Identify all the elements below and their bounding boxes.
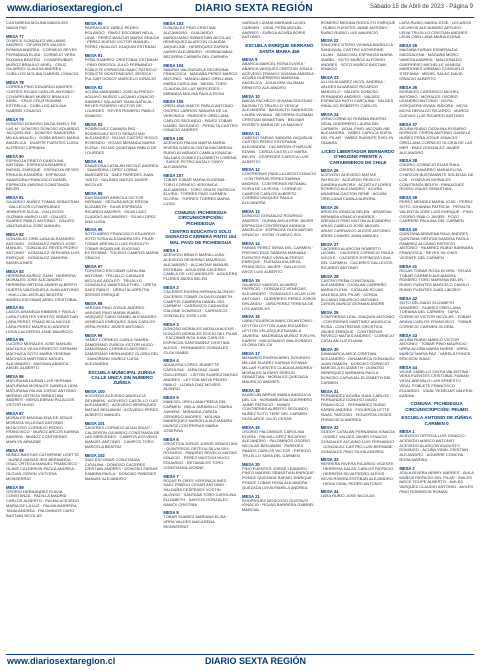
- mesa-block: [6, 21, 81, 31]
- mesa-number: MESA 33: [320, 457, 339, 463]
- voter-names: YAÑEZ CORNEJO CARLA YANIRA · ZAMORANO ZUÑIGA VICTOR HUGO · ZAMORANO CORNEJO ANTONIO · ZAMORANO HERNANDEZ GLORIA DEL · ZAMORANO MUÑOZ LUISA ALEJANDRA: [84, 336, 159, 366]
- mesa-block: [163, 322, 238, 356]
- voter-names: ESPINOZA PRIETO CAROLINA ANTONIA · ESPINOZA RAMIREZ RAFAEL ENRIQUE · ESPINOZA REYES ERIKA ALEJANDRA · ESPINOZA SAAVEDRA FRANCISCO DANIEL · ESPINOZA VARGAS CONSTANZA BELEN: [6, 157, 79, 192]
- voter-names: OSORIO CORNEJO ELIAS RAUL · OSORIO NAVARRO MARIA ELISA · CYARZUN BUSTAMANTE SOLEDAD DE LOS · OYARZUN MORALES CONSTANZA BELEN · PANIAGUEZ ROSSO ISAIAS SEBASTIAN: [399, 162, 474, 192]
- mesa-number: MESA 17: [241, 351, 260, 357]
- voter-names: ACUÑA RUBIO MARCO VICTOR ANTONIO · TOBAR PINO MAURICIO · URRA ACUÑA MARIA NOEMI · URRA MUÑOZ MARIA PAZ · VARELA PONCE ERICSON ISAAC: [399, 336, 471, 361]
- mesa-number: MESA 94: [84, 158, 103, 164]
- mesa-number: MESA 29: [320, 310, 339, 316]
- mesa-number: MESA 88: [6, 447, 24, 453]
- mesa-block: [399, 264, 474, 293]
- voter-names: OSORIO HERNANDEZ FLAVIA CONSTANZA · PADILLA MADRID CARLOS ALBERTO · PALMA ACEVEDO MARIA DE LA LUZ · PALMA BARRERA TANIA ANDREA · PALOMINOS CARO BASTIAN NICOLAS: [6, 488, 79, 518]
- mesa-block: [242, 131, 317, 165]
- mesa-number: MESA 107: [163, 172, 184, 178]
- mesa-block: [85, 389, 160, 418]
- mesa-number: MESA 32: [320, 425, 339, 431]
- voter-names: NUÑEZ BASTIAS CATHERINE LISETTE · NUÑEZ MASIAS IRIS BERNARDA · OSAC ORTEGA MANUEL FRANCISCO · OLAVE CALDERON PAOLA ANDREA · OLGUIN CERON VICTORIA MONSERRAT: [6, 451, 80, 481]
- voter-names: ULLOA ALVAREZ NICOL ANDREA · VALDES ALVARADO RICARDO MARCELO · VALDES DONOSO FERNANDO ANDRES · VALDES ESPINOZA RUTH CAROLINA · VALDES HIDALGO ROBERTO CARLOS: [320, 79, 394, 109]
- newspaper-title: DIARIO SEXTA REGIÓN: [195, 3, 313, 14]
- mesa-number: MESA 85: [6, 337, 24, 343]
- mesa-block: [399, 122, 474, 156]
- voter-names: ROMERO MEDINA RODOLFO ENRIQUE · RUBIO FUENTES JAIME ANTONIO · RUBIO RUBIO LUIS MAURICIO: [320, 21, 396, 35]
- voter-names: ACEVEDO ACEVEDO ANGELICA DEYANIRA · ACEVEDO CASTILLO LUIS ALEJANDRO · ACEVEDO HENRIQUEZ MATIAS BENJAMIN · ACEVEDO PEREZ ALBERTO MANUEL: [84, 392, 158, 418]
- mesa-number: MESA 44: [399, 364, 418, 370]
- mesa-block: [6, 269, 81, 303]
- mesa-block: [6, 485, 81, 519]
- voter-names: MAGAÑA FARIAS ESMERALDA MAGDALENA · MAGAÑA MORO VANESA ANDREA · MALDONADO GUERRERO MICHELLE VANESA · MARDONES URBANO CONSUELO STEFANIA · MEDEL SALAS DAVID IGNACIO ALBERTO: [399, 47, 465, 81]
- mesa-block: [321, 21, 396, 35]
- mesa-number: MESA 82: [6, 231, 24, 237]
- voter-names: TOROSSO ESCOBAR CATALINA ANTONIA · TRUJILLO CANALES NICOLAS ADOLFO · TRUJILLO GONZALEZ VANESSA ETHEL · URETA SAEZ PABLO · URRUTIA URRUTIA SERGIO ENRIQUE: [84, 268, 157, 298]
- mesa-number: MESA 36: [399, 84, 418, 90]
- mesa-block: [321, 274, 396, 308]
- mesa-block: [399, 85, 474, 119]
- mesa-block: [85, 301, 160, 330]
- voter-names: LAGOS ARANEDA KIMBERLY PAOLA · LARA FUENTES VIENTOS SEBASTIAN · LARA PEREZ FRANCISCA NICOLE · LARA PEREZ MAURICIO ANDRES · LEIVA CALDERON JANE MAURICIO: [6, 309, 81, 334]
- mesa-number: MESA 26: [320, 204, 339, 210]
- mesa-number: MESA 13: [241, 208, 260, 214]
- voter-names: RODRIGUEZ MOSCOSO GUSTAVO IGNACIO · ROJAS BARRERA GABRIEL MARCIAL: [241, 497, 315, 513]
- mesa-number: MESA 5: [163, 395, 179, 401]
- mesa-number: MESA 16: [241, 314, 260, 320]
- mesa-number: MESA 21: [241, 493, 260, 499]
- section-heading: COMUNA: PICHIDEGUA CIRCUNSCRIPCIÓN: PEUMO: [405, 401, 469, 412]
- mesa-number: MESA 95: [84, 190, 103, 196]
- mesa-block: [242, 462, 317, 491]
- mesa-number: MESA 86: [6, 374, 24, 380]
- mesa-number: MESA 77: [6, 33, 24, 39]
- mesa-block: [399, 333, 474, 362]
- mesa-block: [321, 205, 396, 239]
- mesa-number: MESA 40: [399, 227, 418, 233]
- voter-names: DONOSO MORALES NATALIA ALEXIS · DONOSO MORALES ROCIO DEL PILAR · ESCOBAR ROA JUAN CARLOS · ESPINOZA SANTIBAÑEZ CRISTIAN ALEXIS · FERNANDEZ GONZALEZ OLGA ISABEL: [163, 325, 238, 355]
- voter-names: LARA RUBIO JOSE NICOLAS: [320, 493, 375, 499]
- mesa-number: MESA 4: [163, 358, 179, 364]
- mesa-number: MESA 15: [241, 277, 260, 283]
- mesa-number: MESA 6: [163, 436, 179, 442]
- mesa-block: [85, 159, 160, 188]
- mesa-block: [6, 117, 81, 151]
- mesa-block: [85, 333, 160, 367]
- mesa-number: MESA 12: [241, 167, 260, 173]
- mesa-number: MESA 101: [84, 420, 105, 426]
- mesa-block: [85, 453, 160, 482]
- voter-names: RODRIGUEZ CAMARA PAZ · RODRIGUEZ SOTO SEBASTIAN ALEJANDRO · ROJAS CASTRO ROCIO ROSENDO · ROJAS MIRANDA MARIA ELENA · ROJAS QUINTANA PABLO DE LOURDES: [84, 125, 158, 155]
- mesa-number: MESA 38: [399, 158, 418, 164]
- mesa-number: MESA 41: [399, 263, 418, 269]
- voter-names: ACUÑA MARAMBIO JOSE ALFREDO · AGUAYO MUÑOZ LUCIANO IGNACIO · RAMIREZ SALAZAR TANIA NATALIA · REYES PIZARRO HECTOR DE LOURDES · REYES ROMERO PABLO IGNACIO: [84, 88, 157, 118]
- voter-names: PEÑA RAMIREZ CRISTOBAL ESTEBAN · PINO ORIOSOL JULIO FERNANDO · POBLETE ESPINOZA ISAAC PATRICIO · POBLETE MONTENEGRO JESSICA · PULGAR GODOY MARCELO IGNACIO: [84, 56, 160, 82]
- section-heading: ESCUELA MUNICIPAL ZUÑIGA CALLE UNICA SIN NUMERO ZUÑIGA: [88, 369, 156, 386]
- mesa-number: MESA 9: [241, 57, 258, 62]
- mesa-block: [242, 425, 317, 459]
- mesa-block: [6, 411, 81, 445]
- mesa-number: MESA 25: [320, 167, 339, 173]
- mesa-block: [399, 466, 474, 495]
- mesa-block: [321, 389, 396, 423]
- mesa-number: MESA 84: [6, 305, 24, 311]
- mesa-number: MESA 37: [399, 121, 418, 127]
- mesa-number: MESA 31: [320, 388, 339, 394]
- voter-names: MORALES MAGDALENA DE JESUS · MORAGA VILLEGAS ANTONIO · MOSCOSO CORNEJO PEDRO FRANCISCO · MUÑOZ ARCOS KARINA ANDREA · MUÑOZ CONTRERAS MARLYN ARIADNE: [6, 415, 79, 444]
- mesa-block: [6, 232, 81, 266]
- mesa-number: MESA 19: [241, 424, 260, 430]
- mesa-number: MESA 105: [163, 99, 184, 105]
- voter-names: ROJAS FLORES VERONICA INES · SAEZ PINEDO CESAR ANTONIO · SALDAÑA CESPEDES YOSTIN ALONSO · SANTANA TORO CAROLINA ELIZABETH · SANTOS GONZALEZ NANCY CRISTINA: [163, 477, 236, 507]
- voter-names: VERA CORNEJO ROMINA BEATRIZ · VIDAL GUERRERO LAURA DEL CARMEN · VIDAL PINO JACQUELINE ALEJANDRA · YAÑEZ CAROCA SOFIA DEL PILAR · YAÑEZ RUMINTE EVELYN TAMARA: [320, 115, 394, 145]
- mesa-number: MESA 96: [84, 227, 103, 233]
- voter-names: HERRERA MUÑOZ JUAN · HERRERA MORALES JOSE ALEJANDRO · HERRERA ORTEGA JAVIER ALBERTO · HUERTA VALENZUELA JUAN ANTONIO · HUILLCAL ANTILAO BEATRIZ · IBARRA ESCOBAR ARIEL CRISTOBAL: [6, 272, 80, 302]
- mesa-block: [242, 94, 317, 128]
- mesa-number: MESA 42: [399, 295, 418, 301]
- voter-names: VARGAS PINO JOSUE ANDRES · VARGAS PINO MARIA ISABEL · VASQUEZ CARO DANIEL ALEJANDRO · VENEGAS ENRIQUEZ JUAN CARLOS · VERA PEREZ JAVIER ANTONIO: [84, 304, 159, 330]
- mesa-number: MESA 79: [6, 116, 24, 122]
- voter-names: FARIAS PEREZ SENIA DEL CARMEN · FRESNO RUIZ SANDRA MARIANA · FUENTES PAEZ VERA ALFREDO ENRIQUE · FUENZALIDA MEZA FRANCISCO JAVIER · GALLEGOS ARCE LUIS ALBERTO: [241, 244, 314, 274]
- voter-names: SOTO ABRIO FRANCISCO EDUARDO · SOTO SOSA ALEJANDRA DEL PILAR · TOBAR AREVALO LUIS RODOLFO · TOBAR RIQUELME EUGENIO ESTEFANIA · TOLEDO CAMPOS MARIA GRACIA: [84, 231, 159, 261]
- section-heading-block: [85, 370, 160, 386]
- mesa-block: [85, 227, 160, 261]
- mesa-number: MESA 104: [163, 62, 184, 68]
- column-1: [6, 21, 81, 651]
- mesa-block: [321, 168, 396, 202]
- mesa-block: [242, 278, 317, 312]
- mesa-block: [242, 57, 317, 91]
- voter-names: ATALA RIVERA HENRY ANDRES · AVILA MUÑOZ PATRICIO DEL PILAR · AVILES NIECE FELIPE ALBERTO · AVILES VASQUEZ CLAUDIO ANTONIO · AVILES PINO ROBINSON ROMAN: [399, 469, 474, 494]
- mesa-number: MESA 8: [163, 510, 179, 516]
- voter-names: VICAR CABELLO CINTIA VALENTINA · VERA FUENTES CRISTOBAL FABIAN · VIDAL AREVALO LUIS ERNESTO · VIDAL POBLETE FRANCISCO EDUARDO · VIDAL VENEGAS VALERIA KARINA: [399, 368, 473, 398]
- mesa-block: [399, 43, 474, 82]
- voter-names: CACERES CORNEJO ADAN ISAAC · CALDERON GAJARDO CONSTANZA DE LAS MERCEDES · CAMPOS ACEVEDO MANUEL ANTONIO · CAMPOS TORO MARCELA BEATRIZ: [84, 424, 160, 450]
- section-heading-block: [163, 229, 238, 245]
- voter-names: MORALES CARRASCO MICHEL ANTONIO · MORALES OSORIO LEANDRO ANTONIO · MOYA JORQUERA VIVIAN ISIDORA · MOYA MOYA HERALDO RICARDO · MUÑOZ CUEVAS LUIS RICARDO ANTONIO: [399, 88, 469, 118]
- voter-names: DINAMARCA ARCE CRISTIAN ALEJANDRO · DINAMARCA GONZALEZ JUAN RAMON · DONOSO CORNEJO MARCELA ELIZABETH · DONOSO HENRIQUEZ BARBARA PAOLA · DONOSO CARVAJAL ELIZABETH DEL CARMEN: [320, 351, 395, 385]
- voter-names: OSORIO PALOMINOS CAROLINA ELVIRA · PALMA LOPEZ RICARDO ALEJANDRO · PALOMINOS OSORIO NICOLAS BENJAMIN · PAREDES RAMOS CARLOS VICTOR · PEREDO TRUJILLO SARA DEL CARMEN: [241, 428, 311, 458]
- mesa-block: [163, 395, 238, 434]
- mesa-number: MESA 81: [6, 195, 24, 201]
- mesa-number: MESA 18: [241, 388, 260, 394]
- mesa-block: [321, 38, 396, 72]
- mesa-number: MESA 102: [84, 452, 105, 458]
- mesa-block: [6, 34, 81, 77]
- voter-names: GODOY CATALAN FERNANDA IGNACIA · GOMEZ VALDES JAVIER IGNACIO · GONZALEZ ALCAINO LUIS FERNANDO · GONZALEZ CASTRO LUIS BERNABE · GONZALEZ PINO SILVIA ANDREA: [320, 429, 396, 454]
- listing-columns: [6, 21, 474, 651]
- section-heading: LICEO LIBERTADOR BERNARDO O'HIGGINS FRENTE A CARABINEROS DE CHILE: [321, 148, 395, 165]
- mesa-number: MESA 23: [320, 75, 339, 81]
- voter-names: VARGAS LIZANA MARIANELA DEL CARMEN · VIDAL PEÑA MIGUEL ANDRES · ZUÑIGA ACUÑA BORIS ANTONIO: [241, 21, 307, 40]
- voter-names: FERNANDEZ ACUÑA JUAN CARLOS · FERNANDEZ DONOSO DAVID FRANCISCO · FERNANDEZ RUBIO KAREN ANDREA · FIGUEROA LETTE ISAAC TARCISIO · FIGUEROA OSSES FRANCISCA ANDREA: [320, 392, 392, 422]
- voter-names: ABARCA MARCEL ROSA ELVIRA · ABARCA VASQUEZ CRISTIAN JONAS · ACEVEDO FRANCO VIVIANA ANDREA · ACUÑA GUERRERO MARIANA ANGELICA · AGUILERA GUZMAN ERNESTO ALEJANDRO: [241, 61, 317, 90]
- mesa-block: [163, 99, 238, 133]
- mesa-block: [85, 21, 160, 50]
- voter-names: ACEVEDO BRAVO MARIA LUISA · ACEVEDO SEVERINO MAURICIO ALEJANDRO · ALCANTAR MANUEL ESTEBAN · AGUILERA CACERES CAMILA DE LOS ANGELES · AGUILERA FLORES MARIA BELEN: [163, 252, 237, 282]
- section-heading-block: [321, 149, 396, 165]
- column-2: [85, 21, 160, 651]
- mesa-number: MESA 10: [241, 93, 260, 99]
- mesa-block: [242, 21, 317, 40]
- mesa-block: [399, 365, 474, 399]
- mesa-number: MESA 11: [241, 130, 260, 136]
- mesa-number: MESA 83: [6, 268, 24, 274]
- mesa-block: [6, 154, 81, 193]
- mesa-block: [85, 264, 160, 298]
- voter-names: LARA RUBIO MARIA JOSE · LECAROS LECAROS ALEJANDRO ARTURO · LEIVA TRUJILLO CRISTIAN ANDRES · LEON ORELLANA MARIA ELENA: [399, 21, 472, 40]
- mesa-number: MESA 106: [163, 136, 184, 142]
- voter-names: MATURANA DURAN LUIS HERNAN · MATURANA MORALES DANIELA LIDIA · MATURANA PALMA JORGE ANTONIO · MERINO ORTEGA SEBASTIAN ANDRES · MERZLEBRAN PALACIOS VICTOR HUGO: [6, 378, 80, 408]
- mesa-block: [85, 191, 160, 225]
- mesa-number: MESA 92: [84, 84, 103, 90]
- mesa-number: MESA 24: [320, 111, 339, 117]
- voter-names: GONZALEZ ORELLANA ALEJANDRO ANTONIO · GONZALEZ PARDO JOSE MANUEL · GONZALEZ REYES PEDRO ANTONIO · GONZALEZ VERGARA LUIS ENRIQUE · GONZALEZ ZAMORA ANGELA INES: [6, 235, 80, 265]
- mesa-block: [6, 305, 81, 334]
- mesa-block: [321, 425, 396, 454]
- mesa-number: MESA 35: [399, 43, 418, 49]
- section-heading: COMUNA: PICHIDEGUA CIRCUNSCRIPCIÓN: PICHIDEGUA: [174, 209, 227, 226]
- mesa-block: [242, 314, 317, 348]
- column-5: [321, 21, 396, 651]
- section-heading: ESCUELA ENRIQUE SERRANO SANTA MARIA 456: [245, 43, 314, 54]
- mesa-block: [399, 21, 474, 40]
- voter-names: LARA FIGUEROA MARCOS ANTONIO · LEYTON LEYTON JUAN EDUARDO · LEYTON VELASQUEZ DANIELA JAVIERA · MADRIAGA MUÑOZ EVELYN KAREN · MALDONADO MALDONADO GLORIA DEL CA: [241, 318, 316, 348]
- voter-names: OROSTICA JORGE JORGE SEBASTIAN · QUINTEROS ORTEGA SILVIA DEL ROSARIO · PANDINO REVECO MATIAS IGNACIO · PEREZ MASTICH HUGO EDUARDO · RETAMALES TORO CONSTANZA IVONNE: [163, 440, 238, 470]
- mesa-block: [6, 80, 81, 114]
- voter-names: ACEVEDO ACEVEDO MATIAS PATRICIO · ACEVEDO REVECO SANDRA AURORA · ACOSTA FLORES RODRIGO ALEJANDRO · ACUÑA ARAVENA GASTON RENE · ACUÑA ORELLANA CAMILA AURORA: [320, 171, 392, 201]
- voter-names: OYARCE GONZALEZ WILLIAMS ANDRES · CIFUENTES VALDES ROMINA ANDREA · CORNEJO REYES FERNANDA ELISA · CORNEJO VERA ROXANA BEATRIZ · COVARRUBIAS MUÑOZ BRAULIO ARIEL · CRUZ GAJARDO CLAUDIA ANDREA · CUBILLOS MOLINA GABRIEL IGNACIO: [6, 37, 79, 77]
- voter-names: CASTRO PEÑA CONSTANZA ALEJANDRA · CATALAN CARREÑO MARIA ELENA · CATALAN ROJAS VALESKA DEL PILAR · CERDA ALCAINO MAURICIO ANTONIO · CERON MUÑOZ GERMAN ANDRE: [320, 277, 387, 307]
- mesa-number: MESA 87: [6, 411, 24, 416]
- mesa-number: MESA 91: [84, 52, 103, 58]
- mesa-block: [242, 241, 317, 275]
- mesa-number: MESA 14: [241, 240, 260, 246]
- footer-site-url[interactable]: www.diariosextaregion.cl: [7, 656, 116, 666]
- section-heading: ESCUELA ANTONIO DE ZÚÑIGA CARMEN 0: [401, 415, 472, 426]
- mesa-block: [321, 242, 396, 271]
- voter-names: TOBAR TOBAR MARIA EUGENIA · TORO CORNEJO VERONICA ALEJANDRA · TORO ORATE PATRICIA ELVIRA · TORRES PINO CARMEN GLORIA · TORRES TORRES MARIA LUISA: [163, 176, 235, 206]
- mesa-block: [6, 374, 81, 408]
- voter-names: MARCIEL ORELLANA FREDA DEL CARMEN · MELA JARAMILLO MARIA JAVIERA · MIRANDA ZAPATA GERARDO ANDRES · MOLINA MANRIQUEZ MARCELA ALEJANDRA · MUNOZ CONTRERAS MARIA JOSEFINA: [163, 399, 235, 434]
- mesa-number: MESA 39: [399, 195, 418, 201]
- mesa-block: [85, 85, 160, 119]
- mesa-number: MESA 2: [399, 465, 415, 471]
- mesa-block: [321, 310, 396, 344]
- mesa-block: [163, 248, 238, 282]
- mesa-number: MESA 22: [320, 38, 339, 44]
- mesa-block: [321, 457, 396, 486]
- dateline: Sábado 15 de Abril de 2023 - Página 9: [369, 4, 473, 10]
- mesa-number: MESA 20: [241, 461, 260, 467]
- voter-names: LUCERO MORALES JOSE MANUEL · MACHUCA VEGA ERNESTO GERMAN · MACHUCA SOTO MARIA YESENIA · MACHUCA MARTINEZ MIGUEL ALEJANDRO · MAGNAN ABARCA ANGEL ALBERTO: [6, 341, 80, 371]
- voter-names: BAEZA PACHECO VIVIANA SOLEDAD · BASUALTO TRUJILLO YESICA ALEJANDRA · BASUALTO SANHUEZA LAURA VIVIANA · BECERRA GUZMAN CRISTIAN SEBASTIAN · BELMAR ROSSETI MARIA DE LA MAGALY: [241, 97, 315, 127]
- section-heading: CENTRO EDUCATIVO SOLO SIGNACIO CARRERA PINTO 164 MAL PASO DE PICHIDEGUA: [165, 228, 237, 245]
- voter-names: CASTAÑEDA MOLINA MADOLEIS NADIA PAZ: [6, 21, 68, 30]
- mesa-block: [242, 167, 317, 206]
- mesa-number: MESA 3: [163, 321, 179, 327]
- mesa-block: [163, 437, 238, 471]
- mesa-number: MESA 28: [320, 273, 339, 279]
- mesa-number: MESA 78: [6, 79, 24, 85]
- mesa-block: [399, 158, 474, 192]
- footer-rule: [6, 654, 474, 655]
- mesa-block: [163, 474, 238, 508]
- voter-names: GAJARDO MARCEL ALVAREZ PATRICIO · GONZALEZ VENEGAS ALEJANDRO · GONZALEZ LUCAS LUIS ANTONIO · GUERRERO PEREZ JORGE ORLANDO · JARA PEREZ TERESA DE LOS ANGELES: [241, 281, 317, 311]
- mesa-block: [242, 388, 317, 422]
- voter-names: CONTRERAS PADILLA DIEGO IGNACIO · CONTRERAS PEREZ KARINA ANDREA · CONTRERAS RETAMAL SOFIA DE LA ROSA · CORNEJO CAMPOS CARLOS ALBERTO · CORREA VASQUEZ PAULA ALEJANDRA: [241, 171, 317, 206]
- voter-names: ACUÑA RUBIO CATALINA ROSARIO · NORIEGE CERON ANTONIO DANIELA · NUÑEZ PEÑA JOSUE IGNACIO · ORELLANA CORNEJO GLORIA DE LAS MER · PAEZ GONZALEZ JAVIER ALEJANDRO: [399, 125, 473, 155]
- mesa-block: [399, 296, 474, 330]
- mesa-number: MESA 43: [399, 332, 418, 338]
- mesa-block: [242, 494, 317, 513]
- voter-names: TOBAR SUAREZ MARIANA ELISA · URRA VALDES MACARENA MONSERRAT: [163, 514, 229, 529]
- voter-names: CACERES ALARCON ROBERTO LEONEL · CACERES CORNEJO PAULA NICOLE · CACERES ESPINOZA LIDIA DEL CARMEN · CACERES GALLEGOS RICARDO ANTONIO: [320, 245, 394, 270]
- mesa-block: [163, 358, 238, 392]
- voter-names: CONTRERAS LEAL JOAQUIN ANTONIO · CONTRERAS MARTINEZ ANGELICA ROSA · CONTRERAS OROSTICA JAVIER ENRIQUE · CONTRERAS REVECO MATIAS ANDRES · CORNEJO CATALAN LUZ ELIANA: [320, 314, 395, 344]
- voter-names: GONZALEZ PINO CRISTIAN ALEJANDRO · GUAJARDO MANDUJANO SEBASTIAN NICOLAS · HENRIQUEZ ALARCON CLAUDIA JAQUELINE · HENRIQUEZ ZAPATA JAVIER ALEJANDRO · HORMAZABAL BECERRA CARMEN DEL CARMEN: [163, 25, 234, 59]
- mesa-block: [6, 337, 81, 371]
- mesa-number: MESA 30: [320, 347, 339, 353]
- voter-names: PINO FUENTES JORGE LEANDRO · PINTO MADRID SEBASTIAN ENRIQUE · PONCE QUEZADA RAFAEL ENRIQUE · PONCE TOBAR ROSA ALEJANDRA · QUEZADA LEIVA PAMELA ANDREA: [241, 465, 317, 490]
- voter-names: SOTO DELGADO ELIZABETH NAVARRO · SUAREZ ORELLANA TORIANA DEL CARMEN · TAPIA CORNEJO VICTOR NICOLAS · TOBAR ARAYA CARLOS FRANCISCO · TOBAR CORNEJO CARMEN GLORIA: [399, 299, 472, 329]
- voter-names: SAAVEDRA CATALAN NICOLE ANDREA · SAAVEDRA LOPEZ LORNA MARGARITA · SAEZ PAREDES JUAN JUSTO · SALINAS MATUS JAVIER NICOLAS: [84, 162, 159, 187]
- mesa-number: MESA 103: [163, 21, 184, 26]
- voter-names: CACERES RIVERA HERNAN ALONSO · CACERES TOBAR OLGA ELIZABETH · CAMPOS CABRERA DANIEL DEL CARMEN · CARRASCO CADAVIDA GALOME DOMINGO · CARRASCO GONZALEZ JOSE LUIS: [163, 288, 237, 318]
- voter-names: GAJARDO NUÑEZ TOMAS SEBASTIAN · GALLEGOS COVARRUBIAS JENNIFER ALEJA · GALLEGOS GUZMAN MARIO LUIS · GALVEZ SUAREZ PABLO ANTONIO · GALVEZ VALENZUELA JOSE MANUEL: [6, 199, 79, 229]
- mesa-block: [399, 195, 474, 224]
- mesa-block: [163, 510, 238, 529]
- mesa-number: MESA 7: [163, 473, 179, 479]
- mesa-block: [163, 173, 238, 207]
- section-heading-block: [242, 43, 317, 54]
- mesa-block: [399, 429, 474, 463]
- voter-names: ROJAS TOBAR ROSA ELVIRA · ROJAS TOBAR CARMEN ALEJANDRA · ROMERO TORO MARIANA BELEN · RUBIO FUENTES MARCELO CAMILO · RUBIO FUENTES JUAN LIBORIO: [399, 267, 472, 293]
- mesa-block: [85, 421, 160, 450]
- mesa-block: [85, 122, 160, 156]
- voter-names: CORREA PINO EDUARDO ANDRES · CORTES ROJAS CARLOS ANTONIO · COVARRUBIAS MUÑOZ BRAULIO ARIEL · CRUZ CRUZ ROMINA ESTRELLA · CUBILLOS MOLINA GABRIEL IGNACIO: [6, 83, 77, 113]
- mesa-block: [163, 136, 238, 170]
- voter-names: SANCHEZ OTERO VIVIANA ANGELICA · SANDOVAL CASTRO KATHERINE LILIAN · SANDOVAL ESPINOZA MARIA ISABEL · SOTO MUÑOZ ALFONSO ANDRES · SOTO MUÑOZ BASTIAN IGNACIO: [320, 42, 396, 72]
- voter-names: PARRAGUEZ YAÑEZ PEDRO ROLANDO · PAVEZ ESCOBAR NELA LIDIA · PEREZ BASCUR MARIA GRACIA · PEREZ BUENO VICTOR MANUEL · PEREZ HIDALGO JOAQUIN ESTEBAN: [84, 25, 159, 50]
- mesa-number: MESA 1: [399, 429, 415, 435]
- mesa-block: [242, 351, 317, 385]
- voter-names: ORELLANA VIAETE PABLO ANTONIO · OSORIO LARRON SANDRA DE LA VERONICA · PAREDES ORELLANA CARLOS SEGUNDO · PAVEZ TOBAR DANIEL SEGUNDO · PERALTA CASTRO IGNACIO ANDRES: [163, 103, 238, 133]
- site-url[interactable]: www.diariosextaregion.cl: [7, 3, 123, 14]
- voter-names: AGUILERA LOPEZ JEANETTE CAROLINA · JARA DIAZ JUAN GUILLERMO · LISTON SUAREZ MATIAS ANDRES · LEYTON MOYA PEDRO PABLO · LIZANA DIAZ MOISES ALONSO: [163, 362, 238, 392]
- footer-newspaper-title: DIARIO SEXTA REGIÓN: [205, 656, 307, 666]
- mesa-number: MESA 90: [84, 21, 103, 26]
- mesa-number: MESA 99: [84, 332, 103, 338]
- mesa-number: MESA 97: [84, 264, 103, 270]
- column-4: [242, 21, 317, 651]
- section-heading-block: [399, 401, 474, 412]
- mesa-block: [321, 112, 396, 146]
- mesa-number: MESA 27: [320, 241, 339, 247]
- mesa-number: MESA 34: [320, 489, 339, 495]
- mesa-block: [242, 209, 317, 238]
- mesa-number: MESA 80: [6, 153, 24, 159]
- section-heading-block: [163, 210, 238, 226]
- mesa-block: [6, 448, 81, 482]
- mesa-number: MESA 89: [6, 484, 24, 490]
- voter-names: ACEVEDO ORTEGA LUIS IGNACIO · ACEVEDO MARCO ANTONIO · ACEVEDO ALARCON AUGUSTO DOMINGO · ACUÑA VIDAL CRISTIAN ALEJANDRO · AGUIRRE CONCHA ROSA MARINA: [399, 433, 469, 463]
- voter-names: DONOSO DONOSO NILDA EMELY DE LAS M · DONOSO DONOSO EDUARDO JACQUELINE · DONOSO SAAVEDRA MILKA ARACELI · DOÑA BRAVO MARIA ANGELICA · DUARTE FUENTES LUISA ALFREDO CIPRIANA: [6, 120, 80, 150]
- voter-names: HERRERA RIVERA RICARDO VICENTE · HERRERA SALAS CARLOS PATRICIO · HERRERA SILVA PEDRO ALEXIS · HEVIA RIVERA ESTEBAN ALEJANDRO · HEVIA VIDAL PEDRO ANTONIO: [320, 461, 394, 486]
- mesa-number: MESA 1: [163, 248, 179, 254]
- mesa-block: [321, 347, 396, 386]
- section-heading-block: [399, 415, 474, 426]
- voter-names: MENARES RIVERA ARIEL RODRIGO · MILLAR SUAREZ KARINA YOVANA · MILLAR FUENTES CLAUDIA ANDREA · MORALES ALFARO SERGIO SEBASTIAN · MORALES QUEZADA MAURICIO ANDRES: [241, 355, 315, 385]
- mesa-block: [85, 53, 160, 82]
- mesa-number: MESA 2: [163, 284, 179, 290]
- mesa-block: [321, 489, 396, 499]
- mesa-block: [399, 227, 474, 261]
- header-rule: [6, 17, 474, 18]
- mesa-number: MESA 100: [84, 388, 105, 394]
- voter-names: SANTANDER ARRIOLA VICTOR HERNAN · SEGURA ARCE ERESA ELIZABETH · SILVA ESPINOZA RICARDO ANDRES · SILVA LAZO CLAUDIO ALEJANDRO · SILVA LOPEZ ANA LUISA: [84, 194, 156, 224]
- voter-names: ACEVEDO PALMA MARTA MARIA · RIVERA GARCIA CINTIA MACARENA · RUBIO ALVARADO CAMILA IGNACIA · SALDIAS GOMEZ ELIZABETH LORENA · SARCE PETRO NATALY CINDY ALEJANDRA: [163, 140, 237, 170]
- voter-names: ALARCON ARRUE MARIA ANGELICA DEL CA · NORAMBUENA GUERRERO JAIME PATRICIO · NUNEZ CONTRERAS ALBERTO SEGUNDO · NUÑEZ SOTO TERE DEL CARMEN · OLEA ARCE JULIO CESAR: [241, 392, 313, 422]
- mesa-block: [321, 75, 396, 109]
- mesa-number: MESA 93: [84, 121, 103, 127]
- voter-names: DONOSO GONZALEZ RODRIGO ANDRES · DURAN AVILA ERIK JAVIER · ESPINOZA CONTRERAS MONICA ANGELICA · ESPINOZA OLEA MATIAS IGNACIO · ESTAY OYARZO SOL: [241, 212, 316, 238]
- voter-names: ARDILES IGNACIA BELEN · ARAVENA MIRANDA IGNACIO ANDRES · AREVALO PINO MILTON ALEJANDRO · ARIAS CABELLO JOSE MIGUEL · ARIAS CARRASCO ALEXIS ANTONIO · ARIAS CHAVEZ JUAN MANUEL: [320, 208, 394, 238]
- mesa-number: MESA 98: [84, 300, 103, 306]
- column-6: [399, 21, 474, 651]
- voter-names: DIAZ ESCOBAR CONSTANZA CATALINA · DONOSO CACERES CRISTIAN ANDRES · DONOSO FARIAS SANDRA PAOLA · DONOSO PAREDES MANUEL ALEJANDRO: [84, 456, 158, 481]
- voter-names: CABEDO TAPIAS SANDRA YAQUELIN · CASTRO PEREZ ESTEFANIA ALEJANDRA · CALDERON OYARZUN EDWIN · CERDA CASTILLO MARIA BELEN · CESPEDES CAROCA LUIS ALBERTO: [241, 134, 315, 164]
- mesa-block: [6, 195, 81, 229]
- mesa-block: [163, 285, 238, 319]
- mesa-block: [163, 21, 238, 60]
- mesa-block: [163, 63, 238, 97]
- voter-names: QUINTANA ARAVENA RAUL ANDRES · QUINTANA ORTEGA SANDRA PAOLA · RAMIREZ ALCAINO PATRICIO ANTONIO · RAMIREZ RUBIO BARBARA FRANCISCA · REYES VILCHES VICENTE DEL CARMEN: [399, 231, 473, 261]
- voter-names: PEREZ MENDEZ MARIA JOSE · PEREZ SOTO JOHANNA PATRICIA · PERALTA VALENTIN JOSE LUIS ENRIQUE · PINO OSORIO PABLO JAVIER · POZO CARRERE PAULINA DEL CARMEN: [399, 199, 473, 224]
- column-3: [163, 21, 238, 651]
- voter-names: MADRID VALENZUELA GEORGINA FRANCISCA · MAGAÑA PEREZ MARCO ANTONIO · MANDUJANO ORELLANA MARIA CAROLINA · MEDEL TORO CLAUDIA DE LAS MERCEDES · MIRANDA MOLINA PAOLA ROSA: [163, 66, 238, 96]
